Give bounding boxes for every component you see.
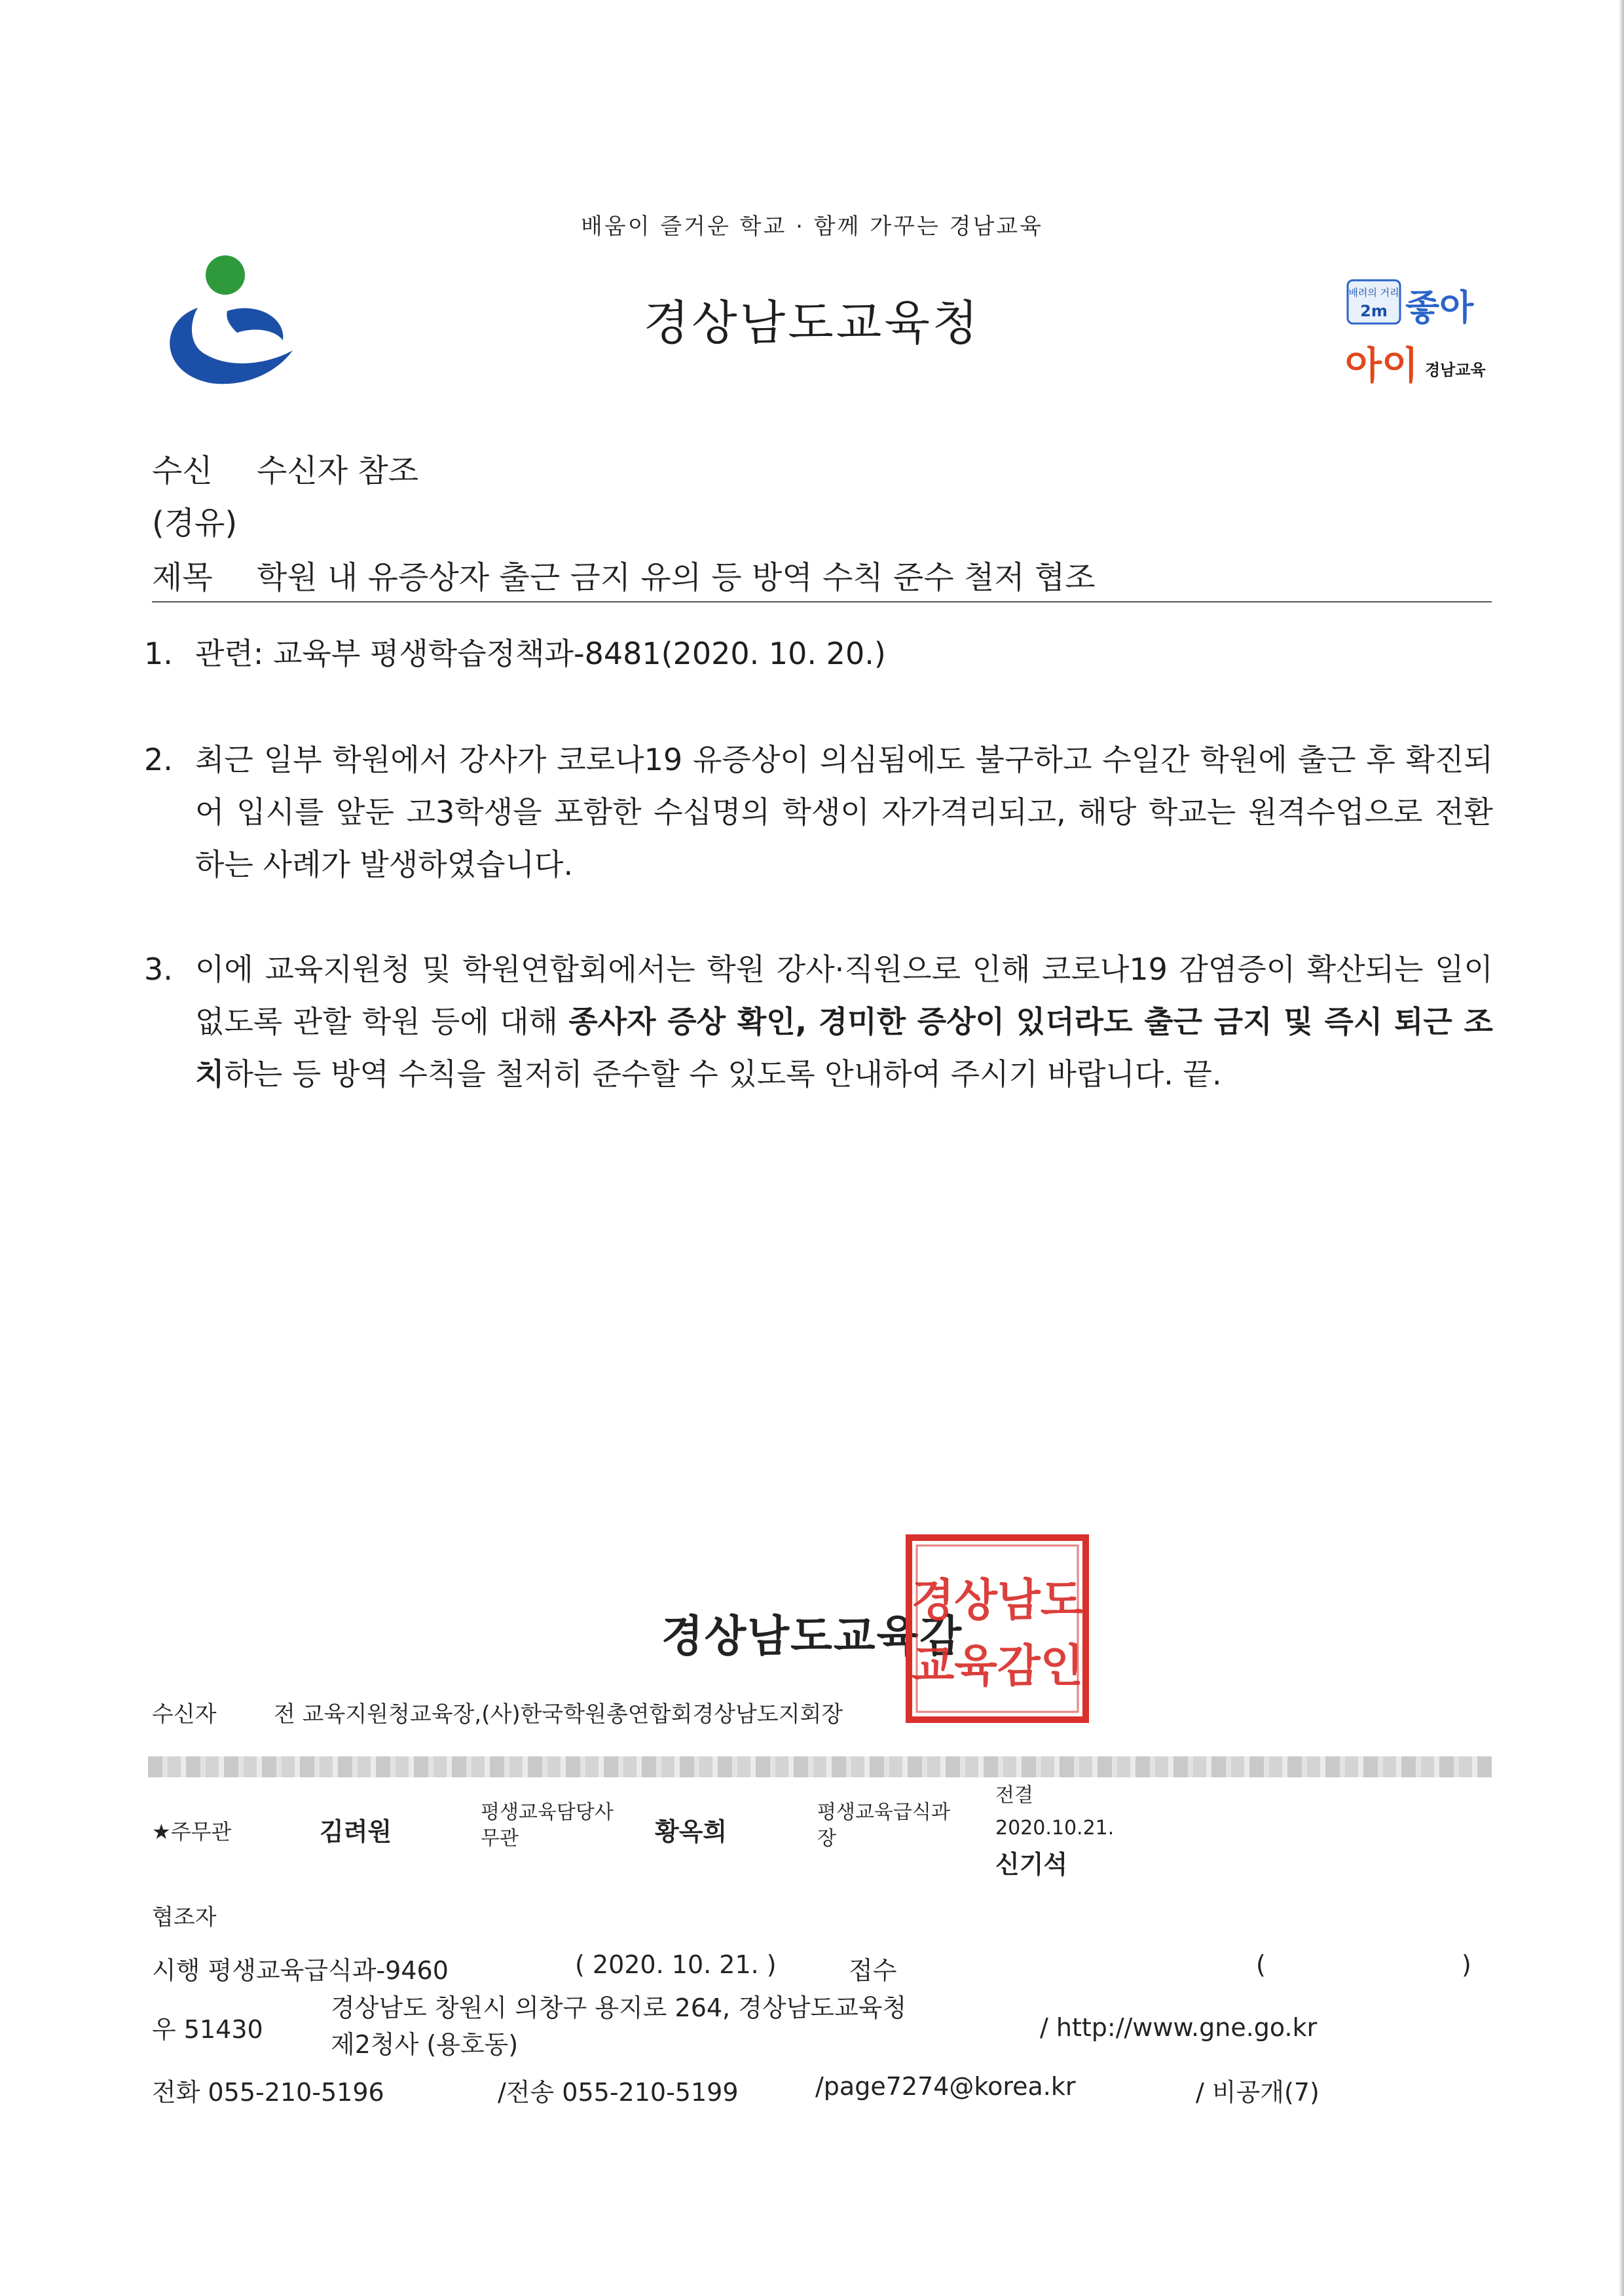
recipients-label: 수신자 xyxy=(152,1701,217,1728)
final-approver-role-line-1: 평생교육급식과 xyxy=(817,1801,950,1824)
brand-text: 경남교육 xyxy=(1425,361,1486,379)
campaign-logo xyxy=(1341,254,1492,398)
paragraph-2-text: 최근 일부 학원에서 강사가 코로나19 유증상이 의심됨에도 불구하고 수일간 학원에 출근 후 확진되어 입시를 앞둔 고3학생을 포함한 수십명의 학생이 자가격리되고, 해당 학교는 원격수업으로 전환하는 사례가 발생하였습니다. xyxy=(195,742,1493,882)
fax-number: /전송 055-210-5199 xyxy=(498,2078,739,2107)
ai-text: 아이 xyxy=(1345,343,1419,388)
address-line-2: 제2청사 (용호동) xyxy=(331,2030,519,2059)
email-address[interactable]: /page7274@korea.kr xyxy=(815,2072,1076,2101)
seal-text-line-2: 교육감인 xyxy=(911,1640,1084,1692)
paragraph-1-text: 관련: 교육부 평생학습정책과-8481(2020. 10. 20.) xyxy=(195,636,886,671)
drafter-role: ★주무관 xyxy=(152,1819,232,1844)
postal-code: 우 51430 xyxy=(152,2015,263,2044)
recipients-value: 전 교육지원청교육장,(사)한국학원총연합회경상남도지회장 xyxy=(274,1701,843,1728)
final-approver-role xyxy=(817,1800,950,1852)
paragraph-3-emphasis: 종사자 증상 확인, 경미한 증상이 있더라도 출근 금지 및 즉시 퇴근 조치 xyxy=(195,1004,1493,1092)
subject-divider xyxy=(152,601,1492,602)
mid-approver-role-line-2: 무관 xyxy=(481,1827,519,1850)
paragraph-3-part-c: 하는 등 방역 수칙을 철저히 준수할 수 있도록 안내하여 주시기 바랍니다. 끝. xyxy=(224,1056,1222,1092)
address xyxy=(331,1990,906,2063)
delegated-approval-label: 전결 xyxy=(995,1784,1033,1807)
final-approver-name: 신기석 xyxy=(995,1850,1068,1879)
official-seal xyxy=(905,1534,1090,1724)
subject-line xyxy=(152,552,1096,597)
sender-name: 경상남도교육감 xyxy=(661,1611,963,1661)
homepage-link[interactable]: / http://www.gne.go.kr xyxy=(1040,2013,1318,2042)
scan-stripe xyxy=(148,1756,1492,1777)
seal-text-line-1: 경상남도 xyxy=(911,1574,1084,1627)
cooperator-label: 협조자 xyxy=(152,1904,217,1931)
paragraph-3 xyxy=(144,943,1493,1100)
final-approval-date: 2020.10.21. xyxy=(995,1817,1115,1840)
joa-text: 좋아 xyxy=(1405,287,1474,328)
paragraph-2-number: 2. xyxy=(144,742,173,777)
organization-title: 경상남도교육청 xyxy=(643,295,981,350)
receipt-open-paren: ( xyxy=(1256,1950,1266,1979)
mid-approver-role xyxy=(481,1800,614,1852)
phone-number: 전화 055-210-5196 xyxy=(152,2078,384,2107)
via-label: (경유) xyxy=(152,505,238,542)
recipient-line xyxy=(152,445,418,491)
enforcement-date: ( 2020. 10. 21. ) xyxy=(575,1950,777,1979)
paragraph-2 xyxy=(144,733,1493,891)
paragraph-3-text xyxy=(195,943,1493,1100)
paragraph-1 xyxy=(144,627,1493,680)
subject-value: 학원 내 유증상자 출근 금지 유의 등 방역 수칙 준수 철저 협조 xyxy=(257,559,1096,596)
mid-approver-name: 황옥희 xyxy=(655,1817,728,1846)
paragraph-3-number: 3. xyxy=(144,952,173,987)
enforcement-number: 시행 평생교육급식과-9460 xyxy=(152,1956,449,1985)
receipt-close-paren: ) xyxy=(1462,1950,1471,1979)
paragraph-1-number: 1. xyxy=(144,636,173,671)
receipt-label: 접수 xyxy=(849,1956,897,1985)
disclosure-status: / 비공개(7) xyxy=(1196,2078,1320,2107)
subject-label: 제목 xyxy=(152,559,213,596)
final-approver-role-line-2: 장 xyxy=(817,1827,836,1850)
recipient-value: 수신자 참조 xyxy=(257,453,419,489)
slogan: 배움이 즐거운 학교 · 함께 가꾸는 경남교육 xyxy=(581,213,1043,240)
paragraph-3-part-a: 이에 교육지원청 및 학원연합회에서는 학원 강사·직원으로 인해 코로나19 감염증이 확산되는 일이 없도록 관할 학원 등에 대해 xyxy=(195,952,1493,1039)
drafter-name: 김려원 xyxy=(320,1817,392,1846)
mid-approver-role-line-1: 평생교육담당사 xyxy=(481,1801,614,1824)
distance-text: 배려의 거리 xyxy=(1348,287,1399,299)
address-line-1: 경상남도 창원시 의창구 용지로 264, 경상남도교육청 xyxy=(331,1993,907,2022)
scan-edge xyxy=(1619,0,1624,2296)
distance-value: 2m xyxy=(1360,302,1388,320)
recipient-label: 수신 xyxy=(152,453,213,489)
